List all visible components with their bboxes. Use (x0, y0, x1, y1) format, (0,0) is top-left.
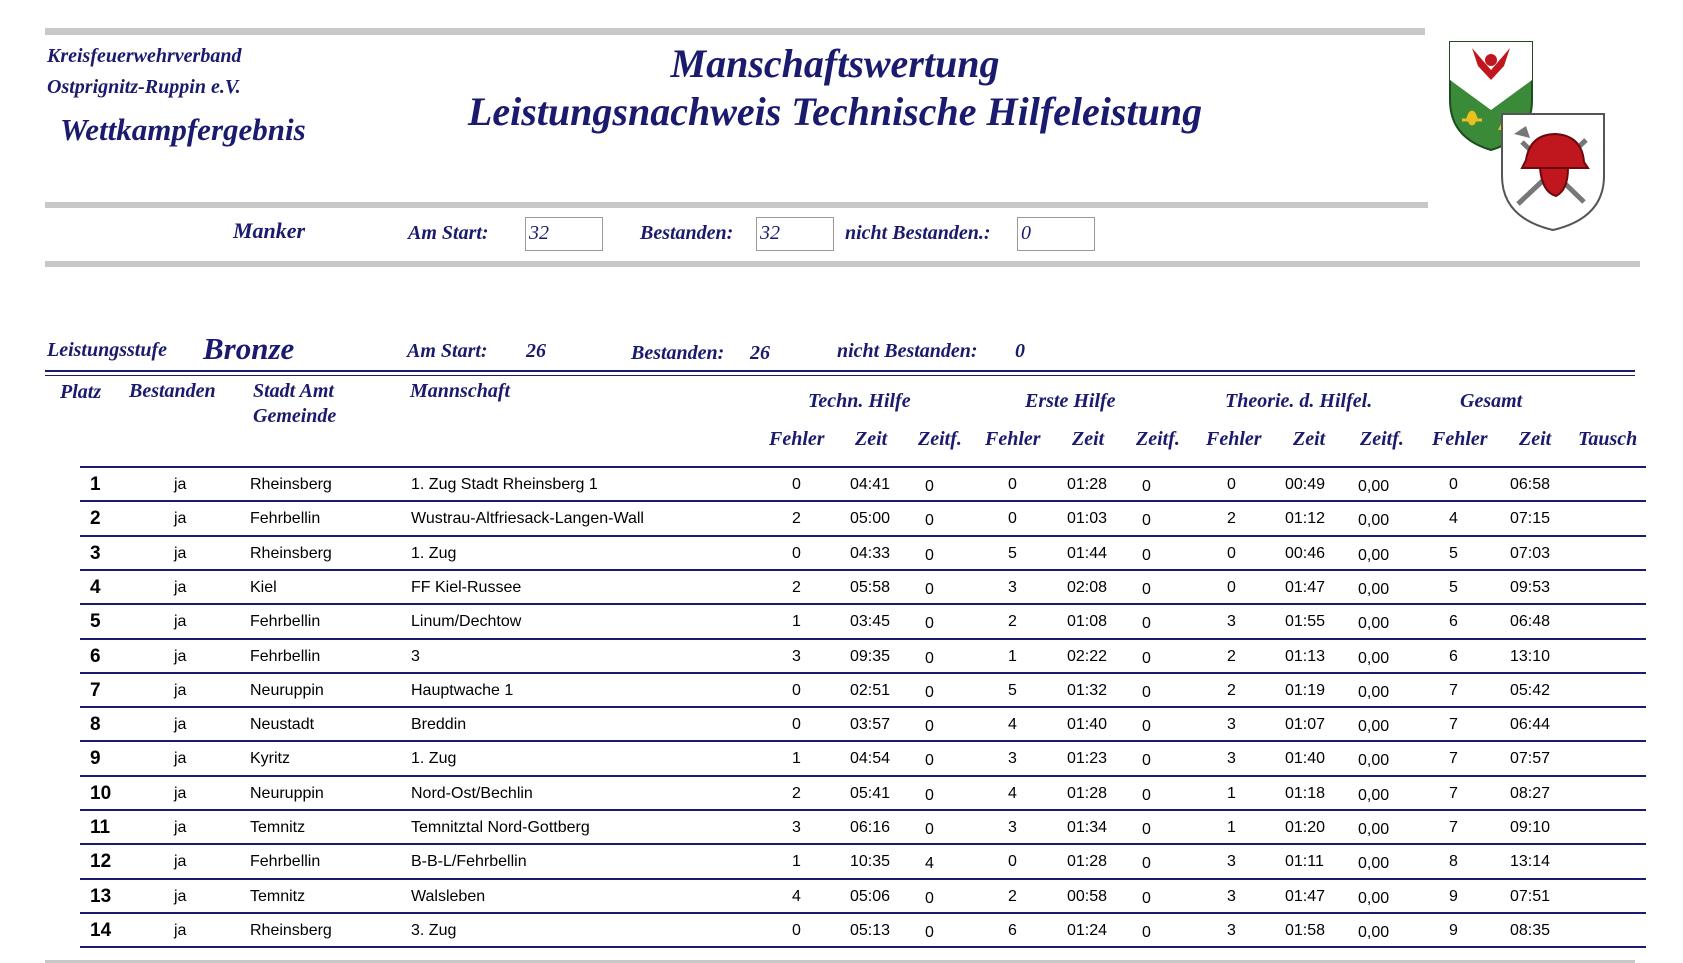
row-g-zeit: 06:48 (1510, 613, 1551, 630)
row-mannschaft: Walsleben (411, 888, 486, 905)
table-row (80, 640, 1646, 674)
row-mannschaft: 1. Zug (411, 545, 457, 562)
summary-bestanden-field: 32 (756, 217, 834, 251)
row-g-fehler: 9 (1449, 922, 1458, 939)
row-g-fehler: 6 (1449, 613, 1458, 630)
col-header-tausch: Tausch (1578, 428, 1638, 450)
row-th-fehler: 4 (792, 888, 801, 905)
col-header-tdh-zeit: Zeit (1293, 428, 1326, 450)
row-tdh-fehler: 0 (1227, 545, 1236, 562)
header-rule (45, 202, 1428, 208)
row-g-fehler: 7 (1449, 682, 1458, 699)
row-th-zeitf: 0 (925, 478, 934, 495)
row-th-zeitf: 0 (925, 821, 934, 838)
row-platz: 4 (90, 577, 101, 598)
row-bestanden: ja (174, 819, 187, 836)
row-g-zeit: 13:10 (1510, 648, 1551, 665)
summary-nicht-bestanden-label: nicht Bestanden.: (845, 222, 991, 244)
level-rule (45, 370, 1635, 372)
level-name: Bronze (203, 331, 295, 366)
row-tdh-zeitf: 0,00 (1358, 478, 1390, 495)
col-header-platz: Platz (60, 381, 102, 403)
row-bestanden: ja (174, 716, 187, 733)
summary-am-start-field: 32 (525, 217, 603, 251)
row-eh-zeit: 00:58 (1067, 888, 1108, 905)
level-nicht-bestanden-label: nicht Bestanden: (837, 340, 978, 362)
level-bestanden-value: 26 (750, 342, 770, 364)
row-th-zeit: 10:35 (850, 853, 891, 870)
row-platz: 6 (90, 646, 101, 667)
row-th-zeit: 02:51 (850, 682, 891, 699)
row-tdh-fehler: 2 (1227, 682, 1236, 699)
row-tdh-zeit: 01:40 (1285, 750, 1326, 767)
row-th-zeitf: 0 (925, 787, 934, 804)
row-stadt: Fehrbellin (250, 648, 321, 665)
col-header-mannschaft: Mannschaft (410, 380, 511, 402)
row-bestanden: ja (174, 476, 187, 493)
row-g-zeit: 09:10 (1510, 819, 1551, 836)
row-mannschaft: 3 (411, 648, 420, 665)
col-header-eh-zeit: Zeit (1072, 428, 1105, 450)
row-platz: 7 (90, 680, 101, 701)
row-eh-zeitf: 0 (1142, 512, 1151, 529)
row-stadt: Temnitz (250, 819, 306, 836)
level-rule-2 (45, 375, 1635, 376)
row-tdh-zeitf: 0,00 (1358, 684, 1390, 701)
row-bestanden: ja (174, 648, 187, 665)
row-eh-fehler: 5 (1008, 545, 1017, 562)
top-rule (45, 28, 1425, 35)
row-eh-zeit: 01:32 (1067, 682, 1108, 699)
row-platz: 13 (90, 886, 112, 907)
group-header-gesamt: Gesamt (1460, 390, 1523, 412)
row-mannschaft: Breddin (411, 716, 467, 733)
row-eh-zeit: 01:34 (1067, 819, 1108, 836)
row-tdh-zeit: 01:47 (1285, 888, 1326, 905)
row-eh-fehler: 3 (1008, 579, 1017, 596)
row-g-fehler: 7 (1449, 819, 1458, 836)
row-eh-fehler: 2 (1008, 888, 1017, 905)
row-eh-zeit: 01:28 (1067, 853, 1108, 870)
row-stadt: Rheinsberg (250, 922, 332, 939)
row-tdh-zeitf: 0,00 (1358, 512, 1390, 529)
row-eh-zeitf: 0 (1142, 478, 1151, 495)
row-tdh-zeitf: 0,00 (1358, 581, 1390, 598)
row-tdh-zeit: 01:47 (1285, 579, 1326, 596)
row-th-zeitf: 0 (925, 752, 934, 769)
row-tdh-zeit: 01:18 (1285, 785, 1326, 802)
table-row (80, 880, 1646, 914)
row-platz: 2 (90, 508, 101, 529)
row-th-fehler: 0 (792, 545, 801, 562)
row-eh-fehler: 0 (1008, 476, 1017, 493)
row-eh-zeit: 01:08 (1067, 613, 1108, 630)
row-g-zeit: 05:42 (1510, 682, 1551, 699)
row-tdh-fehler: 1 (1227, 819, 1236, 836)
row-platz: 12 (90, 851, 112, 872)
row-eh-fehler: 4 (1008, 785, 1017, 802)
row-eh-fehler: 6 (1008, 922, 1017, 939)
col-header-tdh-zeitf: Zeitf. (1360, 428, 1404, 450)
row-tdh-zeitf: 0,00 (1358, 855, 1390, 872)
row-stadt: Fehrbellin (250, 510, 321, 527)
row-g-fehler: 6 (1449, 648, 1458, 665)
row-eh-fehler: 3 (1008, 819, 1017, 836)
row-platz: 8 (90, 714, 101, 735)
table-row (80, 845, 1646, 879)
table-row (80, 468, 1646, 502)
row-mannschaft: Wustrau-Altfriesack-Langen-Wall (411, 510, 644, 527)
row-tdh-zeit: 01:58 (1285, 922, 1326, 939)
row-th-zeit: 04:33 (850, 545, 891, 562)
table-row (80, 777, 1646, 811)
row-stadt: Fehrbellin (250, 613, 321, 630)
row-th-zeit: 05:00 (850, 510, 891, 527)
row-th-zeit: 04:41 (850, 476, 891, 493)
col-header-stadt-line1: Stadt Amt (253, 380, 334, 402)
row-g-fehler: 0 (1449, 476, 1458, 493)
row-tdh-fehler: 3 (1227, 750, 1236, 767)
row-tdh-zeit: 00:49 (1285, 476, 1326, 493)
row-g-fehler: 4 (1449, 510, 1458, 527)
row-mannschaft: Linum/Dechtow (411, 613, 522, 630)
level-nicht-bestanden-value: 0 (1015, 340, 1025, 362)
row-eh-zeit: 01:44 (1067, 545, 1108, 562)
firefighter-helmet-crest-icon (1500, 112, 1606, 232)
row-eh-zeit: 01:03 (1067, 510, 1108, 527)
row-eh-zeitf: 0 (1142, 684, 1151, 701)
row-g-zeit: 07:15 (1510, 510, 1551, 527)
row-stadt: Rheinsberg (250, 545, 332, 562)
row-tdh-zeitf: 0,00 (1358, 547, 1390, 564)
row-mannschaft: Temnitztal Nord-Gottberg (411, 819, 590, 836)
row-th-zeitf: 0 (925, 615, 934, 632)
col-header-bestanden: Bestanden (129, 380, 216, 402)
row-eh-zeitf: 0 (1142, 821, 1151, 838)
row-eh-zeitf: 0 (1142, 650, 1151, 667)
org-name-line1: Kreisfeuerwehrverband (47, 45, 242, 67)
summary-am-start-label: Am Start: (408, 222, 489, 244)
row-tdh-zeit: 01:13 (1285, 648, 1326, 665)
row-eh-fehler: 5 (1008, 682, 1017, 699)
row-eh-zeitf: 0 (1142, 718, 1151, 735)
row-th-fehler: 1 (792, 853, 801, 870)
table-row (80, 502, 1646, 536)
row-stadt: Rheinsberg (250, 476, 332, 493)
row-tdh-zeitf: 0,00 (1358, 718, 1390, 735)
row-tdh-zeitf: 0,00 (1358, 890, 1390, 907)
level-bestanden-label: Bestanden: (631, 342, 725, 364)
row-g-zeit: 06:44 (1510, 716, 1551, 733)
row-bestanden: ja (174, 613, 187, 630)
row-th-zeitf: 0 (925, 924, 934, 941)
row-eh-zeitf: 0 (1142, 855, 1151, 872)
row-tdh-zeit: 01:11 (1285, 853, 1324, 870)
row-mannschaft: Hauptwache 1 (411, 682, 514, 699)
col-header-eh-zeitf: Zeitf. (1136, 428, 1180, 450)
summary-nicht-bestanden-field: 0 (1017, 217, 1095, 251)
row-th-zeitf: 4 (925, 855, 934, 872)
row-g-fehler: 7 (1449, 785, 1458, 802)
row-tdh-fehler: 3 (1227, 853, 1236, 870)
row-eh-zeitf: 0 (1142, 752, 1151, 769)
col-header-eh-fehler: Fehler (985, 428, 1041, 450)
row-stadt: Kiel (250, 579, 277, 596)
row-g-fehler: 5 (1449, 579, 1458, 596)
table-row (80, 571, 1646, 605)
row-tdh-fehler: 0 (1227, 579, 1236, 596)
table-row (80, 742, 1646, 776)
row-eh-zeitf: 0 (1142, 787, 1151, 804)
row-eh-zeitf: 0 (1142, 547, 1151, 564)
row-bestanden: ja (174, 785, 187, 802)
level-label: Leistungsstufe (47, 339, 168, 361)
summary-bestanden-label: Bestanden: (640, 222, 734, 244)
row-g-zeit: 07:57 (1510, 750, 1551, 767)
row-mannschaft: FF Kiel-Russee (411, 579, 522, 596)
row-tdh-zeit: 00:46 (1285, 545, 1326, 562)
row-mannschaft: Nord-Ost/Bechlin (411, 785, 533, 802)
col-header-th-fehler: Fehler (769, 428, 825, 450)
row-tdh-fehler: 3 (1227, 888, 1236, 905)
row-mannschaft: 3. Zug (411, 922, 457, 939)
row-platz: 9 (90, 748, 101, 769)
row-th-zeitf: 0 (925, 581, 934, 598)
row-th-zeitf: 0 (925, 718, 934, 735)
level-am-start-label: Am Start: (407, 340, 488, 362)
row-g-zeit: 07:03 (1510, 545, 1551, 562)
row-tdh-fehler: 2 (1227, 648, 1236, 665)
row-bestanden: ja (174, 853, 187, 870)
level-am-start-value: 26 (526, 340, 546, 362)
row-bestanden: ja (174, 682, 187, 699)
row-platz: 14 (90, 920, 112, 941)
row-eh-zeit: 01:23 (1067, 750, 1108, 767)
row-eh-zeit: 01:28 (1067, 785, 1108, 802)
row-bestanden: ja (174, 888, 187, 905)
row-bestanden: ja (174, 545, 187, 562)
table-row (80, 537, 1646, 571)
row-platz: 5 (90, 611, 101, 632)
row-th-zeit: 05:41 (850, 785, 891, 802)
row-eh-zeit: 01:40 (1067, 716, 1108, 733)
row-tdh-zeit: 01:55 (1285, 613, 1326, 630)
row-stadt: Kyritz (250, 750, 290, 767)
row-tdh-zeit: 01:19 (1285, 682, 1326, 699)
row-tdh-zeitf: 0,00 (1358, 821, 1390, 838)
row-th-zeitf: 0 (925, 650, 934, 667)
table-row (80, 605, 1646, 639)
row-mannschaft: 1. Zug Stadt Rheinsberg 1 (411, 476, 598, 493)
location-label: Manker (233, 218, 306, 243)
row-tdh-fehler: 1 (1227, 785, 1236, 802)
row-eh-zeitf: 0 (1142, 615, 1151, 632)
row-tdh-zeit: 01:12 (1285, 510, 1326, 527)
row-tdh-fehler: 3 (1227, 922, 1236, 939)
row-th-fehler: 2 (792, 579, 801, 596)
row-th-zeit: 05:58 (850, 579, 891, 596)
row-eh-fehler: 0 (1008, 853, 1017, 870)
row-tdh-zeit: 01:20 (1285, 819, 1326, 836)
row-th-zeit: 06:16 (850, 819, 891, 836)
table-row (80, 674, 1646, 708)
row-th-zeit: 05:13 (850, 922, 891, 939)
summary-rule (45, 261, 1640, 267)
group-header-techn-hilfe: Techn. Hilfe (808, 390, 911, 412)
row-g-zeit: 13:14 (1510, 853, 1551, 870)
row-tdh-zeitf: 0,00 (1358, 650, 1390, 667)
row-stadt: Fehrbellin (250, 853, 321, 870)
page-title-line2: Leistungsnachweis Technische Hilfeleistung (467, 89, 1203, 134)
row-tdh-zeitf: 0,00 (1358, 752, 1390, 769)
col-header-th-zeitf: Zeitf. (918, 428, 962, 450)
row-th-fehler: 2 (792, 785, 801, 802)
row-th-fehler: 0 (792, 682, 801, 699)
row-eh-fehler: 0 (1008, 510, 1017, 527)
row-stadt: Neuruppin (250, 682, 324, 699)
group-header-erste-hilfe: Erste Hilfe (1025, 390, 1116, 412)
report-subtitle: Wettkampfergebnis (60, 112, 306, 147)
col-header-stadt-line2: Gemeinde (253, 405, 337, 427)
row-mannschaft: B-B-L/Fehrbellin (411, 853, 527, 870)
row-platz: 1 (90, 474, 101, 495)
row-tdh-fehler: 3 (1227, 613, 1236, 630)
row-tdh-fehler: 0 (1227, 476, 1236, 493)
row-tdh-zeit: 01:07 (1285, 716, 1326, 733)
row-stadt: Neuruppin (250, 785, 324, 802)
row-g-zeit: 09:53 (1510, 579, 1551, 596)
table-row (80, 914, 1646, 948)
col-header-g-fehler: Fehler (1432, 428, 1488, 450)
row-tdh-zeitf: 0,00 (1358, 787, 1390, 804)
row-th-zeitf: 0 (925, 890, 934, 907)
row-g-fehler: 7 (1449, 750, 1458, 767)
row-platz: 11 (90, 817, 111, 838)
col-header-g-zeit: Zeit (1519, 428, 1552, 450)
row-th-fehler: 3 (792, 819, 801, 836)
row-platz: 3 (90, 543, 101, 564)
row-eh-zeit: 02:22 (1067, 648, 1108, 665)
row-eh-zeitf: 0 (1142, 924, 1151, 941)
table-row (80, 811, 1646, 845)
org-name-line2: Ostprignitz-Ruppin e.V. (47, 76, 241, 98)
table-row (80, 708, 1646, 742)
row-tdh-fehler: 3 (1227, 716, 1236, 733)
row-th-zeit: 09:35 (850, 648, 891, 665)
row-stadt: Neustadt (250, 716, 315, 733)
row-eh-zeit: 02:08 (1067, 579, 1108, 596)
col-header-th-zeit: Zeit (855, 428, 888, 450)
row-tdh-zeitf: 0,00 (1358, 924, 1390, 941)
row-eh-zeitf: 0 (1142, 581, 1151, 598)
row-th-zeit: 05:06 (850, 888, 891, 905)
row-th-fehler: 3 (792, 648, 801, 665)
page-title-line1: Manschaftswertung (670, 41, 1000, 86)
row-bestanden: ja (174, 750, 187, 767)
row-g-zeit: 08:35 (1510, 922, 1551, 939)
row-th-fehler: 0 (792, 922, 801, 939)
row-eh-fehler: 2 (1008, 613, 1017, 630)
row-g-fehler: 7 (1449, 716, 1458, 733)
row-th-fehler: 0 (792, 716, 801, 733)
row-th-fehler: 0 (792, 476, 801, 493)
row-eh-fehler: 4 (1008, 716, 1017, 733)
row-g-fehler: 5 (1449, 545, 1458, 562)
row-tdh-zeitf: 0,00 (1358, 615, 1390, 632)
row-platz: 10 (90, 783, 112, 804)
row-th-zeit: 03:45 (850, 613, 891, 630)
row-g-zeit: 08:27 (1510, 785, 1551, 802)
row-bestanden: ja (174, 510, 187, 527)
row-mannschaft: 1. Zug (411, 750, 457, 767)
row-th-zeit: 04:54 (850, 750, 891, 767)
group-header-theorie: Theorie. d. Hilfel. (1225, 390, 1373, 412)
row-g-zeit: 07:51 (1510, 888, 1551, 905)
row-g-fehler: 9 (1449, 888, 1458, 905)
row-bestanden: ja (174, 922, 187, 939)
row-bestanden: ja (174, 579, 187, 596)
row-th-zeitf: 0 (925, 547, 934, 564)
row-th-zeit: 03:57 (850, 716, 891, 733)
row-th-fehler: 1 (792, 750, 801, 767)
row-eh-zeit: 01:28 (1067, 476, 1108, 493)
row-eh-zeitf: 0 (1142, 890, 1151, 907)
row-stadt: Temnitz (250, 888, 306, 905)
row-divider (80, 946, 1646, 948)
row-th-fehler: 2 (792, 510, 801, 527)
row-tdh-fehler: 2 (1227, 510, 1236, 527)
col-header-tdh-fehler: Fehler (1206, 428, 1262, 450)
row-g-zeit: 06:58 (1510, 476, 1551, 493)
row-th-fehler: 1 (792, 613, 801, 630)
row-g-fehler: 8 (1449, 853, 1458, 870)
row-th-zeitf: 0 (925, 512, 934, 529)
row-eh-zeit: 01:24 (1067, 922, 1108, 939)
row-th-zeitf: 0 (925, 684, 934, 701)
row-eh-fehler: 1 (1008, 648, 1017, 665)
row-eh-fehler: 3 (1008, 750, 1017, 767)
